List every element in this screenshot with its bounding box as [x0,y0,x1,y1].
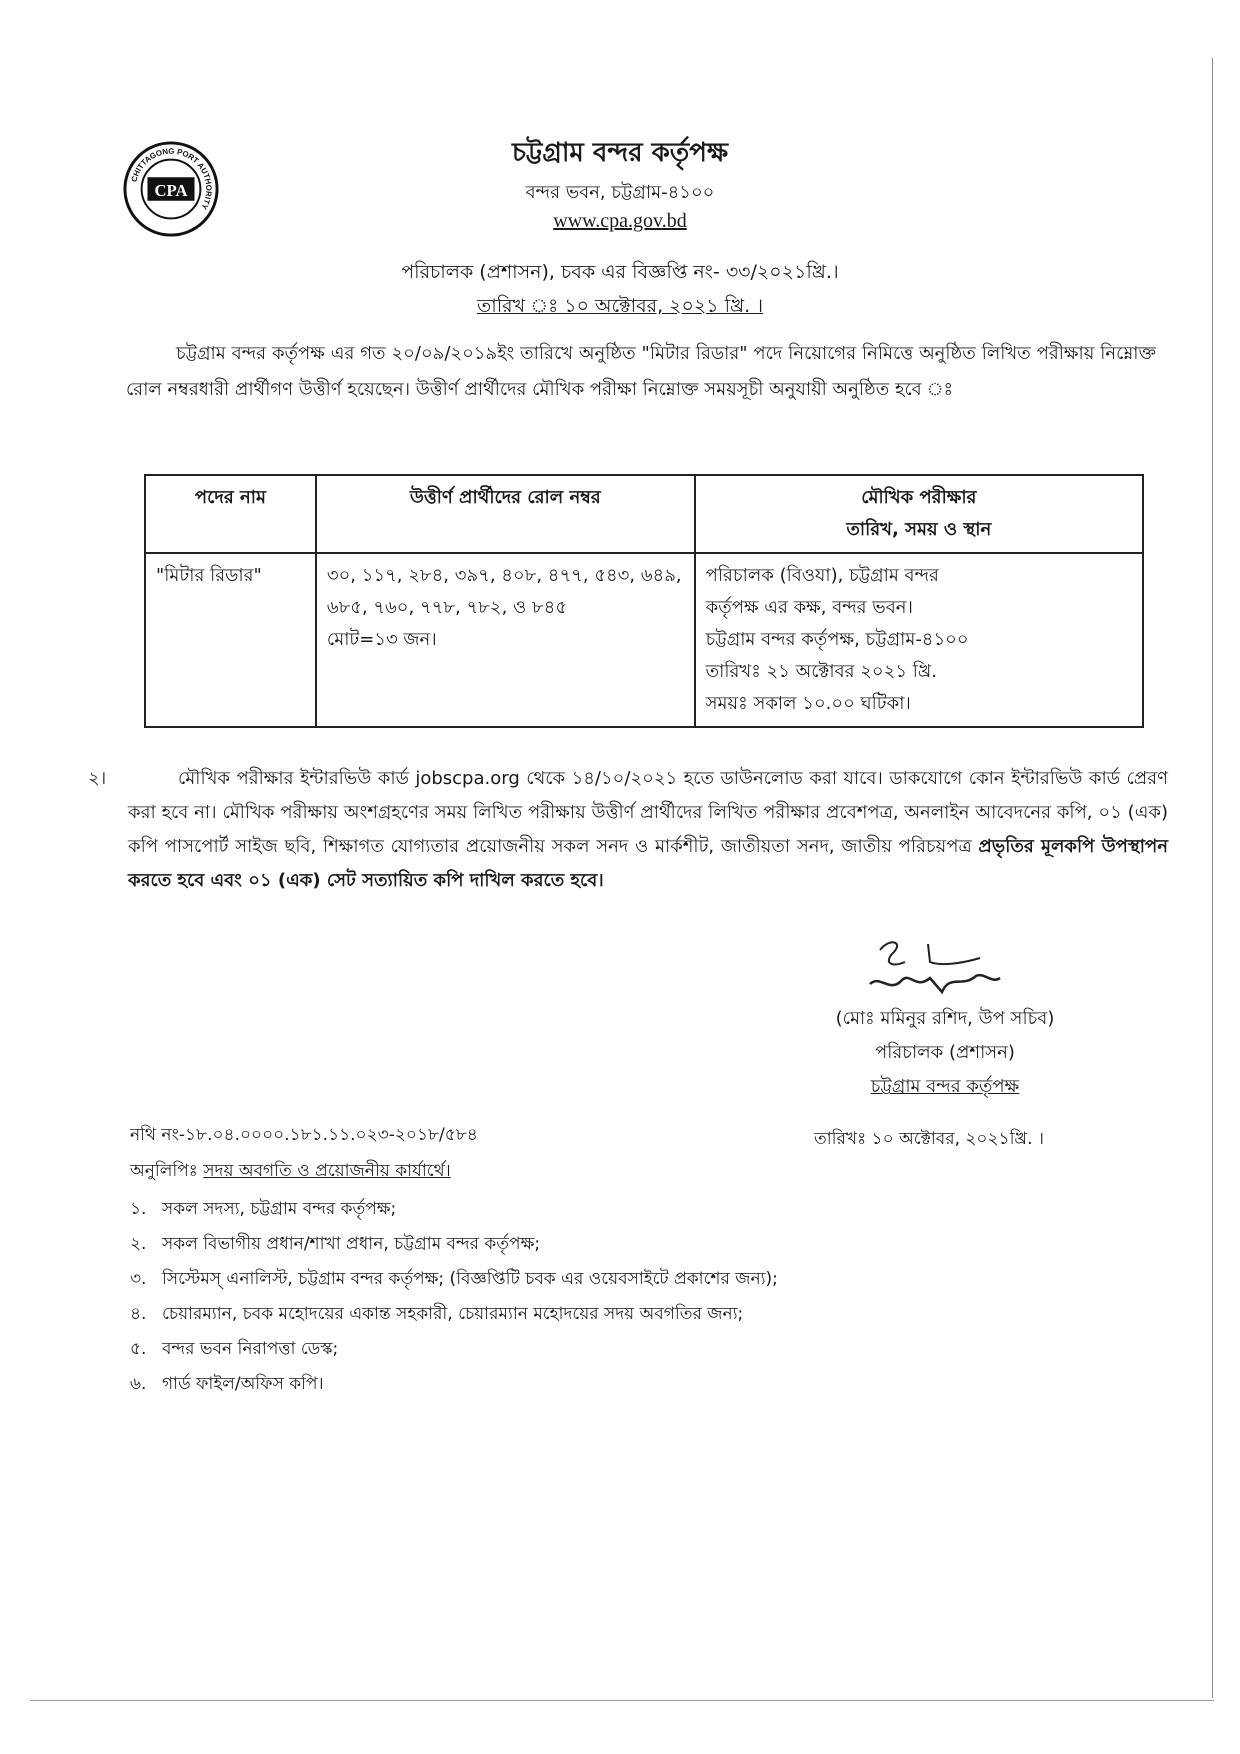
header-viva-line2: তারিখ, সময় ও স্থান [846,519,992,540]
roll-numbers: ৩০, ১১৭, ২৮৪, ৩৯৭, ৪০৮, ৪৭৭, ৫৪৩, ৬৪৯, ৬৮৫, ৭৬০, ৭৭৮, ৭৮২, ও ৮৪৫ [326,565,682,618]
table-header-row [145,475,1143,553]
viva-schedule-table [144,474,1144,728]
organization-title: চট্টগ্রাম বন্দর কর্তৃপক্ষ [511,138,729,168]
seal-ring-text: CHITTAGONG PORT AUTHORITY [129,146,214,211]
organization-website-link[interactable]: www.cpa.gov.bd [553,210,687,232]
roll-total: মোট=১৩ জন। [326,629,437,650]
list-item-text: সকল বিভাগীয় প্রধান/শাখা প্রধান, চট্টগ্রাম বন্দর কর্তৃপক্ষ; [162,1234,541,1254]
list-item-text: গার্ড ফাইল/অফিস কপি। [162,1374,324,1394]
item-text-regular: মৌখিক পরীক্ষার ইন্টারভিউ কার্ড jobscpa.org থেকে ১৪/১০/২০২১ হতে ডাউনলোড করা যাবে। ডাকযোগে কোন ইন্টারভিউ কার্ড প্রেরণ করা হবে না। মৌখিক পরীক্ষায় অংশগ্রহণের সময় লিখিত পরীক্ষায় উত্তীর্ণ প্রার্থীদের লিখিত পরীক্ষার প্রবেশপত্র, অনলাইন আবেদনের কপি, ০১ (এক) কপি পাসপোর্ট সাইজ ছবি, শিক্ষাগত যোগ্যতার প্রয়োজনীয় সকল সনদ ও মার্কশীট, জাতীয়তা সনদ, জাতীয় পরিচয়পত্র [128,768,1168,857]
list-item-number: ৩. [130,1269,147,1289]
cell-venue [695,553,1143,727]
seal-initials: CPA [154,180,188,200]
venue-line: পরিচালক (বিওযা), চট্টগ্রাম বন্দর [705,565,939,586]
signatory-organization: চট্টগ্রাম বন্দর কর্তৃপক্ষ [870,1076,1020,1097]
memo-number: নথি নং-১৮.০৪.০০০০.১৮১.১১.০২৩-২০১৮/৫৮৪ [130,1125,478,1145]
list-item-number: ২. [130,1234,147,1254]
list-item-number: ৬. [130,1374,147,1394]
notice-date: তারিখ ঃ ১০ অক্টোবর, ২০২১ খ্রি. । [476,295,764,317]
copy-heading-label: অনুলিপিঃ [130,1161,198,1181]
copy-heading [130,1158,451,1186]
copy-distribution-list [130,1192,778,1402]
table-row [145,553,1143,727]
handwritten-signature [850,932,1030,1012]
cell-rolls [316,553,695,727]
item-number: ২। [88,768,107,789]
list-item [130,1367,778,1402]
venue-line: সময়ঃ সকাল ১০.০০ ঘটিকা। [705,693,911,714]
header-rolls: উত্তীর্ণ প্রার্থীদের রোল নম্বর [316,475,695,553]
page-border-bottom [30,1700,1214,1701]
list-item [130,1332,778,1367]
notice-number: পরিচালক (প্রশাসন), চবক এর বিজ্ঞপ্তি নং- ৩৩/২০২১খ্রি.। [401,261,839,283]
venue-line: চট্টগ্রাম বন্দর কর্তৃপক্ষ, চট্টগ্রাম-৪১০০ [705,629,969,650]
signatory-designation: পরিচালক (প্রশাসন) [875,1042,1015,1063]
copy-heading-text: সদয় অবগতি ও প্রয়োজনীয় কার্যার্থে। [203,1161,451,1181]
list-item-number: ৪. [130,1304,147,1324]
header-viva-line1: মৌখিক পরীক্ষার [861,487,977,508]
list-item-text: বন্দর ভবন নিরাপত্তা ডেস্ক; [162,1339,339,1359]
list-item [130,1192,778,1227]
venue-line: কর্তৃপক্ষ এর কক্ষ, বন্দর ভবন। [705,597,913,618]
item-text-bold: প্রভৃতির মূলকপি উপস্থাপন করতে হবে এবং ০১ (এক) সেট সত্যায়িত কপি দাখিল করতে হবে। [128,836,1168,891]
venue-line: তারিখঃ ২১ অক্টোবর ২০২১ খ্রি. [705,661,937,682]
list-item-number: ১. [130,1199,147,1219]
intro-paragraph: চট্টগ্রাম বন্দর কর্তৃপক্ষ এর গত ২০/০৯/২০১৯ইং তারিখে অনুষ্ঠিত "মিটার রিডার" পদে নিয়োগের নিমিত্তে অনুষ্ঠিত লিখিত পরীক্ষায় নিম্নোক্ত রোল নম্বরধারী প্রার্থীগণ উত্তীর্ণ হয়েছেন। উত্তীর্ণ প্রার্থীদের মৌখিক পরীক্ষা নিম্নোক্ত সময়সূচী অনুযায়ী অনুষ্ঠিত হবে ঃ [126,343,1156,400]
header-post: পদের নাম [145,475,316,553]
organization-address: বন্দর ভবন, চট্টগ্রাম-৪১০০ [525,182,715,203]
cell-post: "মিটার রিডার" [145,553,316,727]
header-viva [695,475,1143,553]
list-item-number: ৫. [130,1339,147,1359]
list-item [130,1262,778,1297]
list-item-text: সিস্টেমস্ এনালিস্ট, চট্টগ্রাম বন্দর কর্তৃপক্ষ; (বিজ্ঞপ্তিটি চবক এর ওয়েবসাইটে প্রকাশের জন্য); [162,1269,778,1289]
memo-date: তারিখঃ ১০ অক্টোবর, ২০২১খ্রি. । [814,1129,1044,1149]
list-item [130,1227,778,1262]
instruction-item-2 [88,762,1168,898]
signatory-name: (মোঃ মমিনুর রশিদ, উপ সচিব) [835,1008,1055,1029]
list-item-text: সকল সদস্য, চট্টগ্রাম বন্দর কর্তৃপক্ষ; [162,1199,397,1219]
list-item-text: চেয়ারম্যান, চবক মহোদয়ের একান্ত সহকারী, চেয়ারম্যান মহোদয়ের সদয় অবগতির জন্য; [162,1304,744,1324]
list-item [130,1297,778,1332]
item-text [128,762,1168,898]
signature-block [780,1002,1110,1104]
